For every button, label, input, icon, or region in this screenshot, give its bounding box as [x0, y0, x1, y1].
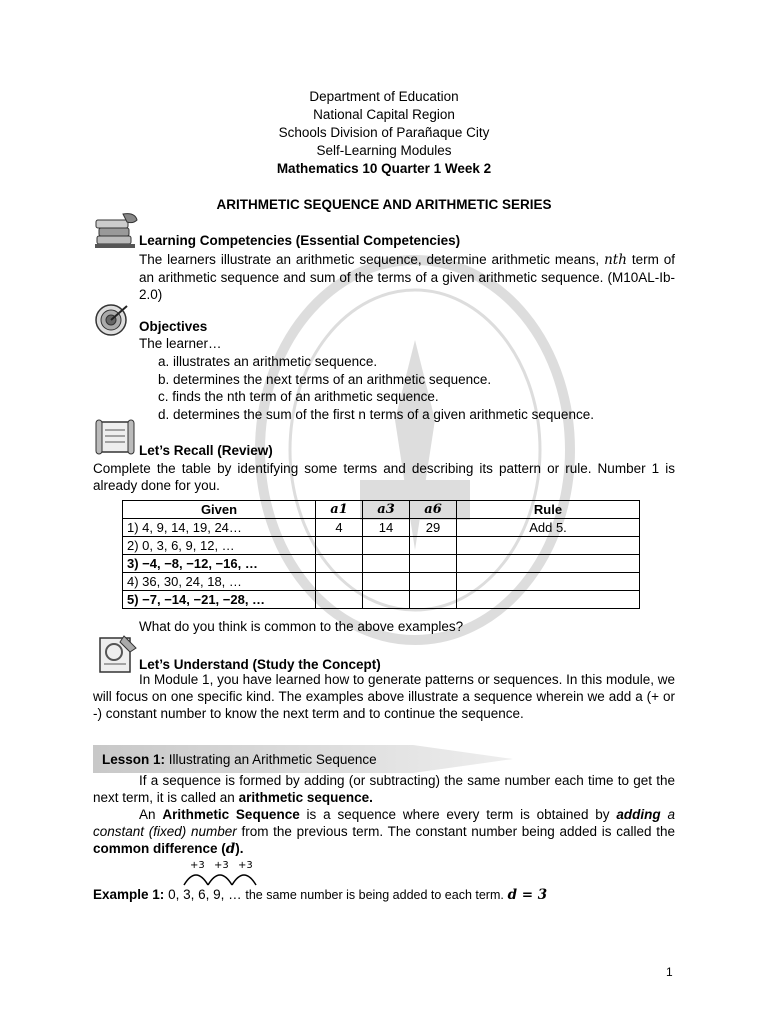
para2-g: common difference (: [93, 841, 226, 856]
table-row: [123, 555, 640, 573]
arc-label: +3: [190, 860, 205, 871]
cell-a6: 29: [410, 519, 457, 537]
example-label: Example 1:: [93, 887, 165, 902]
books-icon: [93, 210, 139, 252]
header-division: Schools Division of Parañaque City: [278, 125, 490, 140]
competencies-text-after: term of an arithmetic sequence and sum of the terms of a given arithmetic sequence. (M10AL-Ib-2.0): [139, 252, 675, 302]
understand-text: In Module 1, you have learned how to generate patterns or sequences. In this module, we will focus on one specific kind. The examples above illustrate a sequence wherein we add a (+ or -) constant number to know the next term and to continue the sequence.: [93, 672, 675, 721]
cell-a3[interactable]: [363, 537, 410, 555]
para1-term: arithmetic sequence.: [238, 790, 373, 805]
objectives-intro: The learner…: [139, 336, 222, 351]
cell-given: 1) 4, 9, 14, 19, 24…: [123, 519, 316, 537]
table-row: [123, 537, 640, 555]
understand-heading: Let’s Understand (Study the Concept): [139, 657, 381, 672]
objective-item: a. illustrates an arithmetic sequence.: [158, 354, 378, 369]
para2-a: An: [139, 807, 156, 822]
arc-mark: [184, 875, 208, 885]
page-title: ARITHMETIC SEQUENCE AND ARITHMETIC SERIES: [216, 197, 552, 212]
cell-rule[interactable]: [457, 537, 640, 555]
para2-adding: adding: [616, 807, 661, 822]
cell-given: 4) 36, 30, 24, 18, …: [123, 573, 316, 591]
para2-i: ).: [235, 841, 244, 856]
cell-given: 5) −7, −14, −21, −28, …: [123, 591, 316, 609]
lesson-paragraph-2: [93, 806, 675, 858]
cell-a1: 4: [316, 519, 363, 537]
plus-three-arcs: [176, 857, 268, 887]
cell-a6[interactable]: [410, 537, 457, 555]
para2-constant: a constant (fixed) number: [93, 807, 675, 839]
cell-a6[interactable]: [410, 555, 457, 573]
header-a1: a1: [316, 501, 363, 519]
cell-a6[interactable]: [410, 573, 457, 591]
nth-term-symbol: nth: [604, 252, 627, 268]
arc-mark: [208, 875, 232, 885]
example-sequence: 0, 3, 6, 9, …: [168, 887, 242, 902]
cell-a1[interactable]: [316, 573, 363, 591]
para1-text: If a sequence is formed by adding (or subtracting) the same number each time to get the next term, it is called an: [93, 773, 675, 805]
example-d-value: d = 3: [507, 887, 548, 903]
header-department: Department of Education: [309, 89, 459, 104]
header-modules: Self-Learning Modules: [316, 143, 452, 158]
cell-rule: Add 5.: [457, 519, 640, 537]
cell-given: 2) 0, 3, 6, 9, 12, …: [123, 537, 316, 555]
cell-a1[interactable]: [316, 555, 363, 573]
header-rule: Rule: [457, 501, 640, 519]
d-symbol: d: [225, 841, 236, 857]
cell-a1[interactable]: [316, 537, 363, 555]
objective-item: b. determines the next terms of an arithmetic sequence.: [158, 372, 492, 387]
arc-mark: [232, 875, 256, 885]
header-given: Given: [123, 501, 316, 519]
cell-rule[interactable]: [457, 591, 640, 609]
competencies-text-before: The learners illustrate an arithmetic sequence, determine arithmetic means,: [139, 252, 600, 267]
header-a6: a6: [410, 501, 457, 519]
recall-heading: Let’s Recall (Review): [139, 443, 273, 458]
cell-rule[interactable]: [457, 573, 640, 591]
header-region: National Capital Region: [313, 107, 455, 122]
header-subject: Mathematics 10 Quarter 1 Week 2: [276, 161, 492, 176]
competencies-heading: Learning Competencies (Essential Competencies): [139, 233, 461, 248]
recall-instructions: Complete the table by identifying some terms and describing its pattern or rule. Number 1 is already done for you.: [93, 461, 675, 493]
cell-a3[interactable]: [363, 573, 410, 591]
para2-f: from the previous term. The constant number being added is called the: [241, 824, 675, 839]
example-1: [93, 886, 547, 904]
header-a3: a3: [363, 501, 410, 519]
objectives-heading: Objectives: [139, 319, 208, 334]
lesson-label: Lesson 1:: [102, 752, 166, 767]
objective-item: d. determines the sum of the first n terms of a given arithmetic sequence.: [158, 407, 594, 422]
para2-term: Arithmetic Sequence: [162, 807, 300, 822]
page-number: 1: [666, 965, 673, 979]
cell-a1[interactable]: [316, 591, 363, 609]
scroll-icon: [92, 418, 138, 458]
table-row: [123, 591, 640, 609]
arc-label: +3: [214, 860, 229, 871]
arc-label: +3: [238, 860, 253, 871]
cell-rule[interactable]: [457, 555, 640, 573]
cell-given: 3) −4, −8, −12, −16, …: [123, 555, 316, 573]
cell-a6[interactable]: [410, 591, 457, 609]
table-header-row: [123, 501, 640, 519]
recall-question: What do you think is common to the above examples?: [139, 619, 464, 634]
cell-a3: 14: [363, 519, 410, 537]
para2-common-difference: [93, 841, 243, 856]
lesson-heading: [102, 751, 377, 768]
lesson-paragraph-1: [93, 772, 675, 806]
cell-a3[interactable]: [363, 555, 410, 573]
competencies-text: [139, 251, 675, 303]
para2-c: is a sequence where every term is obtained by: [306, 807, 610, 822]
cell-a3[interactable]: [363, 591, 410, 609]
objective-item: c. finds the nth term of an arithmetic sequence.: [158, 389, 439, 404]
example-text: the same number is being added to each term.: [245, 888, 504, 902]
table-row: [123, 573, 640, 591]
notepad-icon: [94, 634, 138, 676]
lesson-title: Illustrating an Arithmetic Sequence: [168, 752, 377, 767]
table-row: [123, 519, 640, 537]
recall-table: [122, 500, 640, 609]
target-icon: [93, 302, 131, 338]
